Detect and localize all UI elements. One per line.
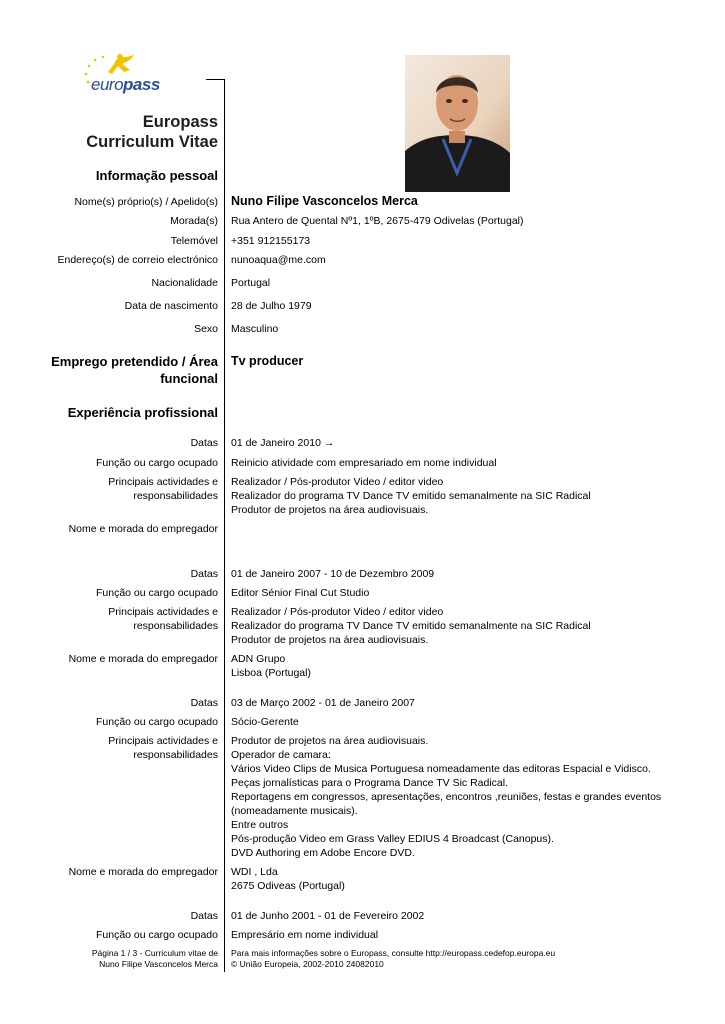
label-dates: Datas (190, 437, 218, 449)
label-dates: Datas (190, 697, 218, 709)
job-activity: Peças jornalísticas para o Programa Dance TV Sic Radical. (231, 777, 509, 789)
header-rule (206, 79, 225, 80)
document-subtitle: Curriculum Vitae (86, 133, 218, 151)
label-activities-2: responsabilidades (133, 490, 218, 502)
footer-name: Nuno Filipe Vasconcelos Merca (99, 959, 218, 969)
footer-europass-link[interactable]: Para mais informações sobre o Europass, consulte http://europass.cedefop.europa.eu (231, 948, 556, 958)
label-dates: Datas (190, 568, 218, 580)
job-activity: Pós-produção Video em Grass Valley EDIUS 4 Broadcast (Canopus). (231, 833, 554, 845)
value-name: Nuno Filipe Vasconcelos Merca (231, 194, 418, 208)
job-dates: 01 de Janeiro 2010 → (231, 437, 335, 449)
job-role: Editor Sénior Final Cut Studio (231, 587, 370, 599)
job-activity: Vários Video Clips de Musica Portuguesa nomeadamente das editoras Espacial e Vidisco. (231, 763, 651, 775)
label-address: Morada(s) (170, 215, 218, 227)
label-activities: Principais actividades e (108, 476, 218, 488)
footer-copyright: © União Europeia, 2002-2010 24082010 (231, 959, 384, 969)
job-role: Reinicio atividade com empresariado em nome individual (231, 457, 497, 469)
job-activity: Entre outros (231, 819, 289, 831)
value-mobile: +351 912155173 (231, 235, 311, 247)
label-nationality: Nacionalidade (151, 277, 218, 289)
job-activity: Realizador do programa TV Dance TV emitido semanalmente na SIC Radical (231, 490, 591, 502)
label-email: Endereço(s) de correio electrónico (57, 254, 218, 266)
label-sex: Sexo (194, 323, 218, 335)
job-activity: Reportagens em congressos, apresentações, encontros ,reuniões, festas e grandes eventos (231, 791, 662, 803)
value-birthdate: 28 de Julho 1979 (231, 300, 312, 312)
section-heading-desired-1: Emprego pretendido / Área (51, 354, 218, 369)
job-activity: Realizador / Pós-produtor Video / editor video (231, 606, 444, 618)
value-desired-job: Tv producer (231, 354, 304, 368)
column-divider (224, 80, 225, 972)
job-employer-address: 2675 Odiveas (Portugal) (231, 880, 345, 892)
label-activities-2: responsabilidades (133, 749, 218, 761)
value-nationality: Portugal (231, 277, 271, 289)
label-activities: Principais actividades e (108, 735, 218, 747)
value-email: nunoaqua@me.com (231, 254, 326, 266)
label-dates: Datas (190, 910, 218, 922)
job-activity: Produtor de projetos na área audiovisuais. (231, 634, 429, 646)
label-employer: Nome e morada do empregador (68, 523, 218, 535)
job-dates: 01 de Junho 2001 - 01 de Fevereiro 2002 (231, 910, 425, 922)
label-role: Função ou cargo ocupado (95, 457, 218, 469)
section-heading-desired-2: funcional (160, 371, 218, 386)
label-mobile: Telemóvel (170, 235, 218, 247)
label-employer: Nome e morada do empregador (68, 866, 218, 878)
europass-logo-text: europass (91, 75, 160, 94)
job-employer: ADN Grupo (231, 653, 286, 665)
footer-page-info: Página 1 / 3 - Curriculum vitae de (91, 948, 218, 958)
job-dates: 03 de Março 2002 - 01 de Janeiro 2007 (231, 697, 415, 709)
label-role: Função ou cargo ocupado (95, 716, 218, 728)
label-name: Nome(s) próprio(s) / Apelido(s) (74, 196, 218, 208)
profile-photo (405, 55, 510, 192)
job-activity: Realizador do programa TV Dance TV emitido semanalmente na SIC Radical (231, 620, 591, 632)
job-role: Empresário em nome individual (231, 929, 379, 941)
value-sex: Masculino (231, 323, 279, 335)
job-activity: Operador de camara: (231, 749, 331, 761)
label-employer: Nome e morada do empregador (68, 653, 218, 665)
job-employer-address: Lisboa (Portugal) (231, 667, 311, 679)
job-dates: 01 de Janeiro 2007 - 10 de Dezembro 2009 (231, 568, 435, 580)
label-role: Função ou cargo ocupado (95, 587, 218, 599)
job-activity: (nomeadamente musicais). (231, 805, 358, 817)
job-activity: Produtor de projetos na área audiovisuais. (231, 504, 429, 516)
job-activity: Produtor de projetos na área audiovisuais. (231, 735, 429, 747)
job-role: Sócio-Gerente (231, 716, 299, 728)
job-employer: WDI , Lda (231, 866, 278, 878)
label-role: Função ou cargo ocupado (95, 929, 218, 941)
document-title: Europass (142, 113, 218, 131)
section-heading-experience: Experiência profissional (67, 405, 218, 420)
section-heading-personal: Informação pessoal (95, 168, 218, 183)
value-address: Rua Antero de Quental Nº1, 1ºB, 2675-479 Odivelas (Portugal) (231, 215, 524, 227)
label-activities-2: responsabilidades (133, 620, 218, 632)
label-birthdate: Data de nascimento (124, 300, 218, 312)
job-activity: Realizador / Pós-produtor Video / editor video (231, 476, 444, 488)
job-activity: DVD Authoring em Adobe Encore DVD. (231, 847, 415, 859)
label-activities: Principais actividades e (108, 606, 218, 618)
